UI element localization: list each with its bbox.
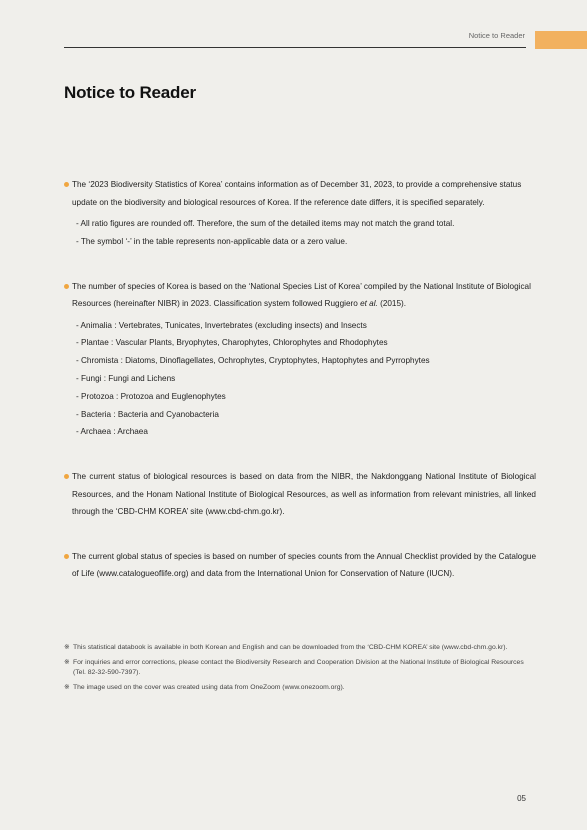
section-text: The ‘2023 Biodiversity Statistics of Korea’ contains information as of December 31, 2023, to provide a comprehensive status update on the biodiversity and biological resources of Korea. If the reference date differs, it is specified separately. [72, 180, 522, 207]
reference-mark-icon: ※ [64, 683, 70, 691]
list-item: - Fungi : Fungi and Lichens [76, 373, 176, 383]
header-accent-tab [535, 31, 587, 49]
section-paragraph [64, 176, 536, 211]
section-text-italic: et al. [360, 299, 378, 309]
section-paragraph [64, 468, 536, 521]
footnote [64, 658, 536, 679]
section-text: The number of species of Korea is based on the ‘National Species List of Korea’ compiled by the National Institute of Biological Resources (hereinafter NIBR) in 2023. Classification system followed Ruggiero [72, 281, 531, 309]
footnotes [64, 643, 536, 697]
list-item: - Plantae : Vascular Plants, Bryophytes, Charophytes, Chlorophytes and Rhodophytes [76, 338, 388, 348]
section-text: The current global status of species is based on number of species counts from the Annual Checklist provided by the Catalogue of Life (www.catalogueoflife.org) and data from the International Union for Conservation of Nature (IUCN). [72, 551, 536, 579]
sub-item-list [64, 215, 536, 251]
notice-section-biological-resources [64, 468, 536, 521]
bullet-icon [64, 182, 69, 187]
reference-mark-icon: ※ [64, 644, 70, 651]
list-item: - Bacteria : Bacteria and Cyanobacteria [76, 409, 219, 419]
section-paragraph [64, 548, 536, 583]
footnote-text: The image used on the cover was created using data from OneZoom (www.onezoom.org). [73, 683, 345, 691]
bullet-icon [64, 554, 69, 559]
footnote-text: For inquiries and error corrections, please contact the Biodiversity Research and Cooperation Division at the National Institute of Biological Resources (Tel. 82-32-590-7397). [73, 658, 524, 676]
footnote-text: This statistical databook is available in both Korean and English and can be downloaded from the ‘CBD-CHM KOREA’ site (www.cbd-chm.go.kr). [73, 644, 508, 651]
section-text-end: (2015). [377, 299, 407, 309]
sub-item-list [64, 317, 536, 442]
list-item: - Chromista : Diatoms, Dinoflagellates, Ochrophytes, Cryptophytes, Haptophytes and Pyrrophytes [76, 356, 430, 366]
bullet-icon [64, 284, 69, 289]
list-item: - Archaea : Archaea [76, 427, 148, 437]
header-divider [64, 47, 526, 48]
notice-section-reference-date [64, 176, 536, 251]
section-text: The current status of biological resources is based on data from the NIBR, the Nakdonggang National Institute of Biological Resources, and the Honam National Institute of Biological Resources, as well as information from relevant ministries, all linked through the ‘CBD-CHM KOREA’ site (www.cbd-chm.go.kr). [72, 472, 536, 517]
list-item: - The symbol ‘-’ in the table represents non-applicable data or a zero value. [76, 236, 348, 246]
notice-content [64, 176, 536, 583]
page-title: Notice to Reader [64, 83, 196, 102]
bullet-icon [64, 474, 69, 479]
page-number: 05 [517, 794, 526, 803]
notice-section-species-list [64, 278, 536, 442]
notice-section-global-status [64, 548, 536, 583]
footnote [64, 643, 536, 654]
section-paragraph [64, 278, 536, 313]
list-item: - All ratio figures are rounded off. Therefore, the sum of the detailed items may not match the grand total. [76, 219, 455, 228]
footnote [64, 683, 536, 694]
running-header: Notice to Reader [468, 31, 525, 40]
list-item: - Animalia : Vertebrates, Tunicates, Invertebrates (excluding insects) and Insects [76, 320, 367, 330]
reference-mark-icon: ※ [64, 658, 70, 666]
list-item: - Protozoa : Protozoa and Euglenophytes [76, 391, 226, 401]
